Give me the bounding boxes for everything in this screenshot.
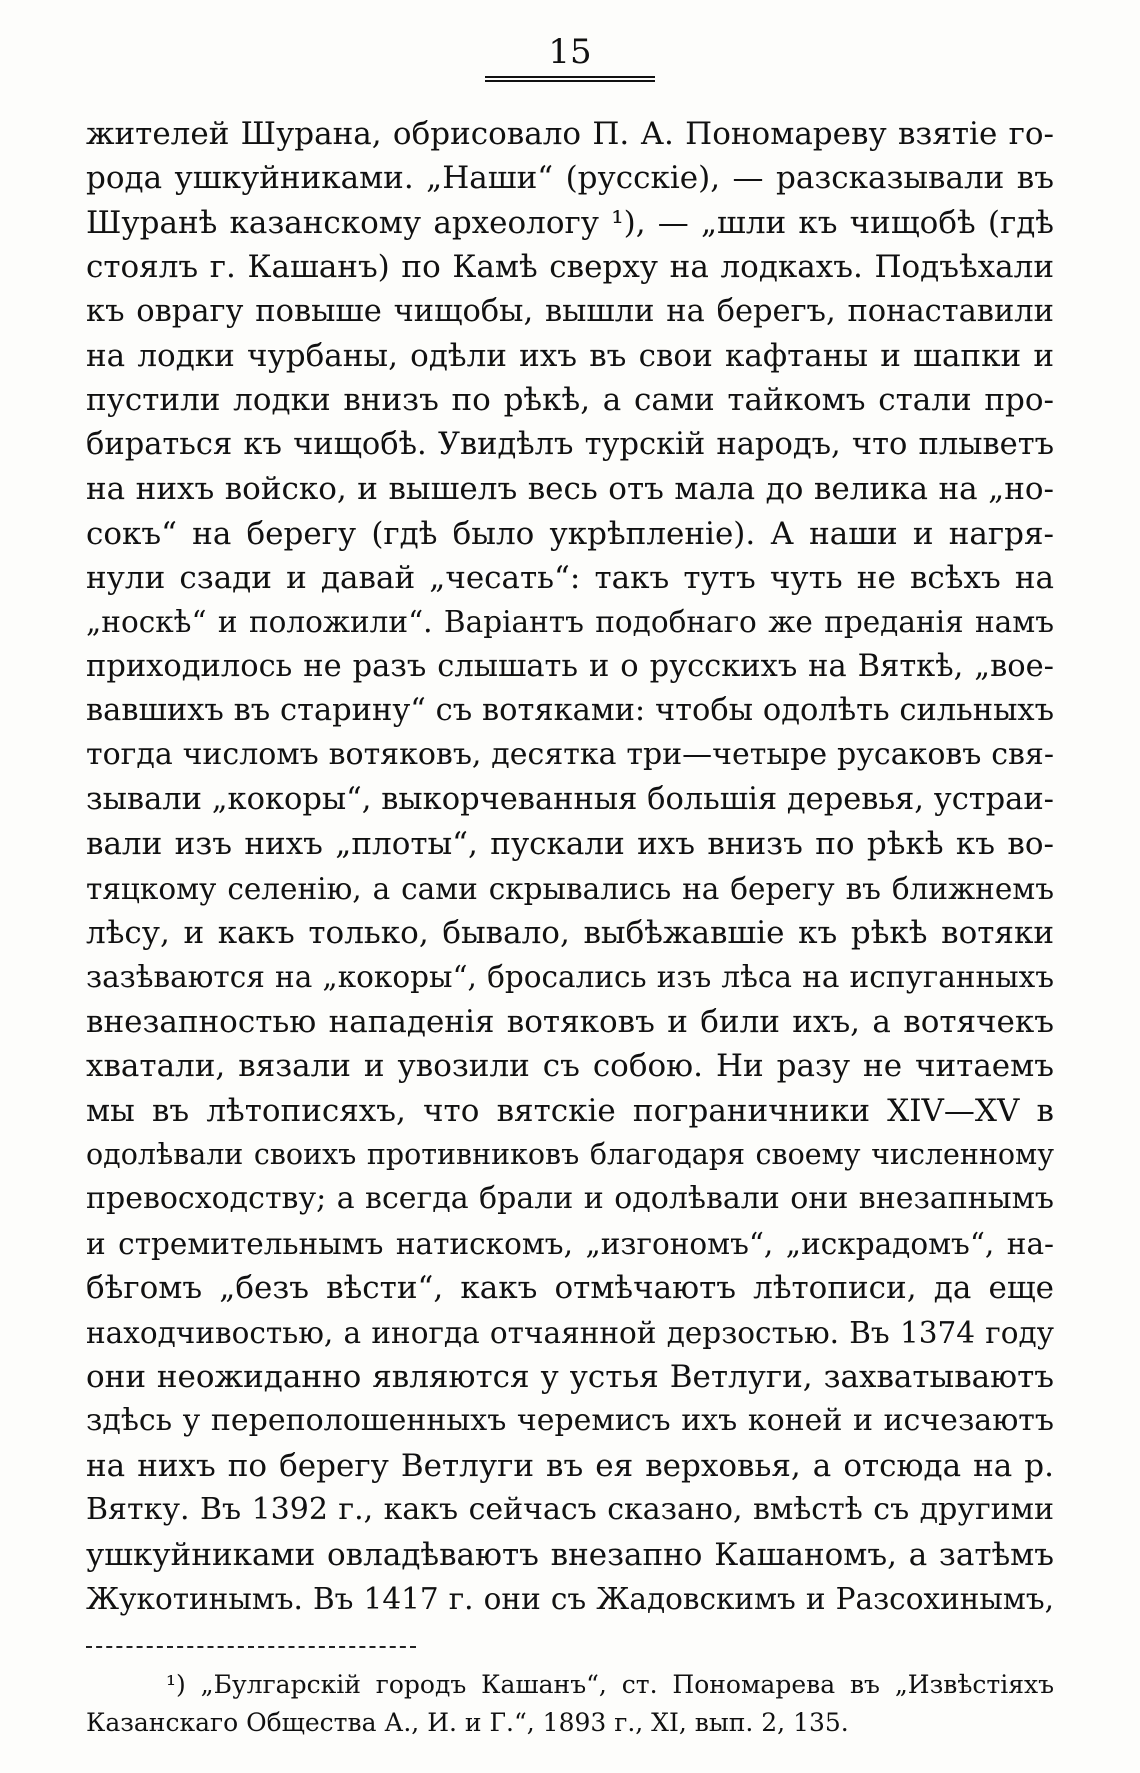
text-line: жителей Шурана, обрисовало П. А. Пономареву взятіе го- (86, 116, 1054, 152)
text-line: на нихъ войско, и вышелъ весь отъ мала до велика на „но- (86, 471, 1054, 508)
text-line: бираться къ чищобѣ. Увидѣлъ турскій народъ, что плыветъ (86, 426, 1054, 462)
footnote-line: ¹) „Булгарскій городъ Кашанъ“, ст. Пономарева въ „Извѣстіяхъ (166, 1670, 1054, 1699)
text-line: приходилось не разъ слышать и о русскихъ на Вяткѣ, „вое- (86, 648, 1054, 684)
text-line: на нихъ по берегу Ветлуги въ ея верховья, а отсюда на р. (86, 1447, 1054, 1484)
text-line: къ оврагу повыше чищобы, вышли на берегъ, понаставили (86, 293, 1054, 329)
text-line: рода ушкуйниками. „Наши“ (русскіе), — разсказывали въ (86, 160, 1054, 197)
text-line: стоялъ г. Кашанъ) по Камѣ сверху на лодкахъ. Подъѣхали (86, 249, 1054, 286)
page-number-double-rule (485, 76, 655, 82)
body-text (86, 112, 1054, 1621)
text-line: Шуранѣ казанскому археологу ¹), — „шли къ чищобѣ (гдѣ (86, 204, 1054, 241)
text-line: внезапностью нападенія вотяковъ и били ихъ, а вотячекъ (86, 1003, 1054, 1040)
text-line: мы въ лѣтописяхъ, что вятскіе пограничники XIV—XV в (86, 1092, 1054, 1129)
text-line: нули сзади и давай „чесать“: такъ тутъ чуть не всѣхъ на (86, 559, 1054, 596)
text-line: Жукотинымъ. Въ 1417 г. они съ Жадовскимъ и Разсохинымъ, (86, 1581, 1054, 1616)
text-line: они неожиданно являются у устья Ветлуги, захватываютъ (86, 1358, 1054, 1395)
page-number: 15 (548, 32, 592, 72)
footnotes (86, 1666, 1054, 1742)
text-line: зывали „кокоры“, выкорчеванныя большія деревья, устраи- (86, 781, 1054, 817)
text-line: сокъ“ на берегу (гдѣ было укрѣпленіе). А наши и нагря- (86, 515, 1054, 552)
text-line: на лодки чурбаны, одѣли ихъ въ свои кафтаны и шапки и (86, 337, 1054, 374)
text-line: находчивостью, а иногда отчаянной дерзостью. Въ 1374 году (86, 1315, 1054, 1350)
text-line: „носкѣ“ и положили“. Варіантъ подобнаго же преданія намъ (86, 605, 1054, 640)
text-line: хватали, вязали и увозили съ собою. Ни разу не читаемъ (86, 1048, 1054, 1085)
text-line: вавшихъ въ старину“ съ вотяками: чтобы одолѣть сильныхъ (86, 693, 1054, 729)
text-line: одолѣвали своихъ противниковъ благодаря своему численному (86, 1137, 1054, 1171)
text-line: бѣгомъ „безъ вѣсти“, какъ отмѣчаютъ лѣтописи, да еще (86, 1270, 1054, 1307)
text-line: тогда числомъ вотяковъ, десятка три—четыре русаковъ свя- (86, 737, 1054, 773)
text-line: тяцкому селенію, а сами скрывались на берегу въ ближнемъ (86, 871, 1054, 906)
text-line: здѣсь у переполошенныхъ черемисъ ихъ коней и исчезаютъ (86, 1403, 1054, 1439)
footnote-line: Казанскаго Общества А., И. и Г.“, 1893 г., XI, вып. 2, 135. (86, 1708, 849, 1737)
text-line: и стремительнымъ натискомъ, „изгономъ“, „искрадомъ“, на- (86, 1226, 1054, 1261)
text-line: лѣсу, и какъ только, бывало, выбѣжавшіе къ рѣкѣ вотяки (86, 915, 1054, 952)
footnote-separator (86, 1646, 416, 1648)
text-line: пустили лодки внизъ по рѣкѣ, а сами тайкомъ стали про- (86, 382, 1054, 419)
text-line: вали изъ нихъ „плоты“, пускали ихъ внизъ по рѣкѣ къ во- (86, 826, 1054, 863)
text-line: ушкуйниками овладѣваютъ внезапно Кашаномъ, а затѣмъ (86, 1536, 1054, 1573)
text-line: Вятку. Въ 1392 г., какъ сейчасъ сказано, вмѣстѣ съ другими (86, 1492, 1054, 1528)
text-line: зазѣваются на „кокоры“, бросались изъ лѣса на испуганныхъ (86, 960, 1054, 995)
text-line: превосходству; а всегда брали и одолѣвали они внезапнымъ (86, 1181, 1054, 1217)
